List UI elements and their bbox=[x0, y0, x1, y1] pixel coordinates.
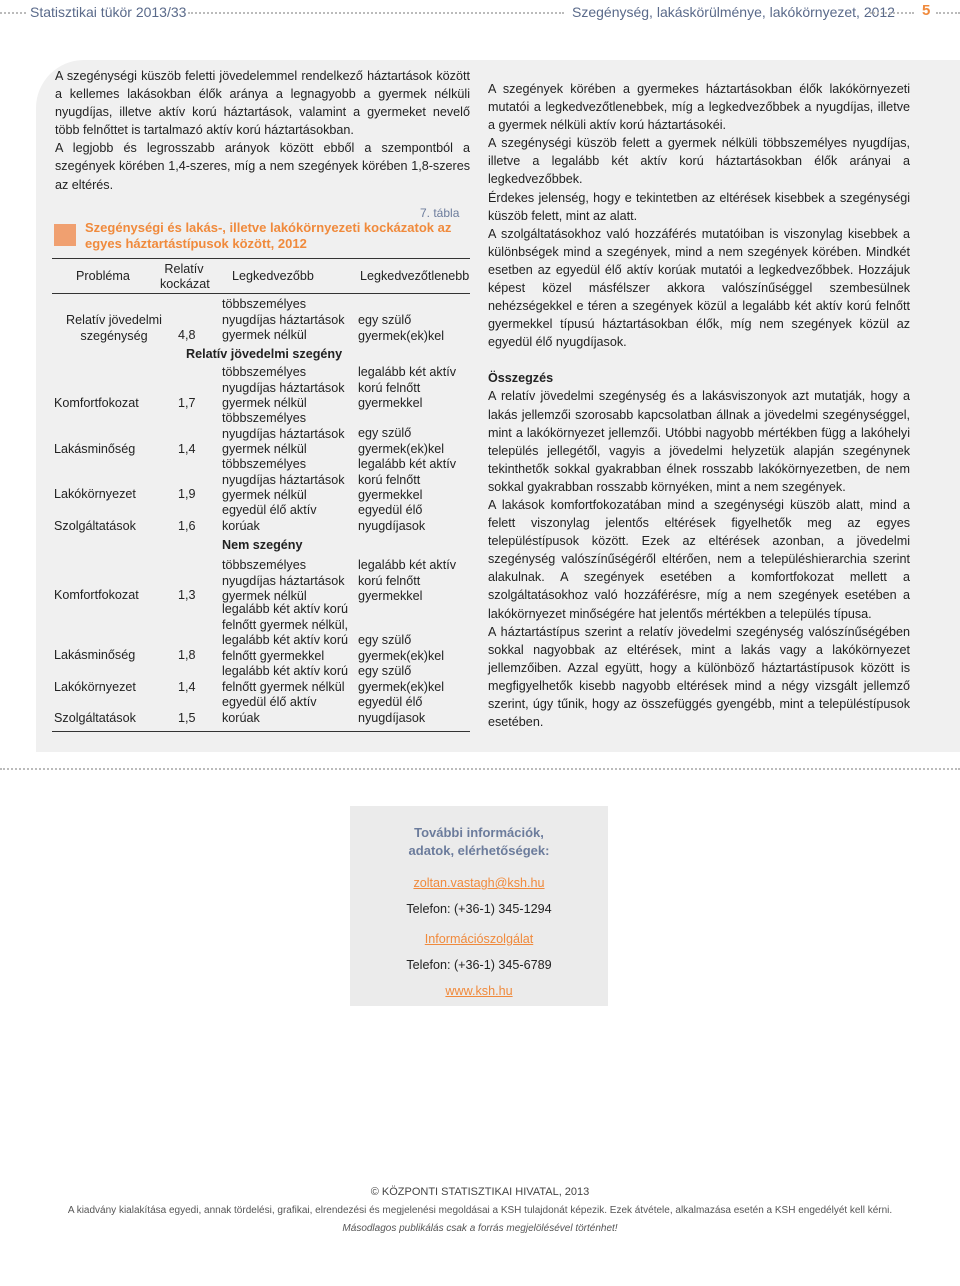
table-cell-problem: Lakókörnyezet bbox=[54, 487, 136, 501]
publication-title: Statisztikai tükör 2013/33 bbox=[30, 4, 187, 20]
left-column bbox=[55, 67, 470, 194]
chapter-title: Szegénység, lakáskörülménye, lakókörnyezet, 2012 bbox=[572, 4, 895, 20]
table-cell-risk: 1,3 bbox=[178, 588, 196, 602]
table-cell-problem: Komfortfokozat bbox=[54, 588, 139, 602]
table-rule bbox=[52, 731, 470, 732]
table-cell-best: egyedül élő aktív korúak bbox=[222, 503, 317, 533]
info-heading: További információk, adatok, elérhetőségek: bbox=[408, 825, 550, 858]
table-cell-worst: legalább két aktív korú felnőtt gyermekkel bbox=[358, 558, 457, 603]
table-cell-worst: egy szülő gyermek(ek)kel bbox=[358, 633, 445, 663]
col-header-risk: Relatív kockázat bbox=[160, 262, 210, 291]
header-dots bbox=[870, 12, 914, 14]
table-cell-best: többszemélyes nyugdíjas háztartások gyermek nélkül bbox=[222, 558, 345, 603]
table-cell-risk: 1,4 bbox=[178, 680, 196, 694]
table-cell-best: többszemélyes nyugdíjas háztartások gyermek nélkül bbox=[222, 411, 345, 456]
table-cell-risk: 1,8 bbox=[178, 648, 196, 662]
paragraph: A szegénységi küszöb feletti jövedelemmel rendelkező háztartások között a kellemes lakásokban élők aránya a legnagyobb a gyermek nélküli nyugdíjas, illetve aktív korú háztartások, valamint a gyermeket nevelő több felnőttet is tartalmazó aktív korú háztartásokban. bbox=[55, 69, 470, 138]
footer-note: A kiadvány kialakítása egyedi, annak tördelési, grafikai, elrendezési és megjelenési megoldásai a KSH tulajdonát képezik. Ezek átvétele, alkalmazása esetén a KSH engedélyét kell kérni. bbox=[67, 1205, 893, 1216]
table-rule bbox=[52, 293, 470, 294]
paragraph: Érdekes jelenség, hogy e tekintetben az eltérések kisebbek a szegénységi küszöb felett, mint az alatt. bbox=[488, 190, 910, 223]
table-cell-best: többszemélyes nyugdíjas háztartások gyermek nélkül bbox=[222, 457, 345, 502]
table-cell-problem: Komfortfokozat bbox=[54, 396, 139, 410]
header-dots bbox=[936, 12, 960, 14]
paragraph: A relatív jövedelmi szegénység és a lakásviszonyok azt mutatják, hogy a lakás jellemzői szorosabb kapcsolatban állnak a jövedelmi szegénységgel, mint a lakókörnyezet jellemzői. Utóbbi nagyobb mértékben függ a lakóhelyi település jellegétől, vagyis a jövedelmi helyzetük alapján szegénynek tekinthetők sokkal gyakrabban élnek rosszabb lakókörnyezetben, de nem sokkal gyakrabban rosszabb környéken, mint a nem szegények. bbox=[488, 389, 910, 494]
right-column bbox=[488, 80, 910, 731]
table-cell-risk: 1,9 bbox=[178, 487, 196, 501]
website-link[interactable]: www.ksh.hu bbox=[445, 984, 513, 998]
table-cell-worst: egy szülő gyermek(ek)kel bbox=[358, 664, 445, 694]
paragraph: A lakások komfortfokozatában mind a szegénységi küszöb alatt, mind a felett viszonylag jelentős eltérések figyelhetők meg az egyes településtípusok között. Ezek az eltérések azonban, a jövedelmi szegénység valószínűségéről eltérően, nem a településhierarchia szerint alakulnak. A szegények esetében a komfortfokozat mellett a szolgáltatásokhoz való hozzáférésre, míg a nem szegények esetében a lakókörnyezet minőségére hat jelentős mértékben a település típusa. bbox=[488, 497, 910, 621]
table-cell-worst: egyedül élő nyugdíjasok bbox=[358, 503, 426, 533]
table-cell-worst: legalább két aktív korú felnőtt gyermekkel bbox=[358, 457, 457, 502]
table-cell-worst: egy szülő gyermek(ek)kel bbox=[358, 313, 445, 343]
table-cell-risk: 1,6 bbox=[178, 519, 196, 533]
table-cell-worst: egy szülő gyermek(ek)kel bbox=[358, 426, 445, 456]
info-service-link[interactable]: Információszolgálat bbox=[424, 932, 534, 946]
paragraph: A háztartástípus szerint a relatív jövedelmi szegénység valószínűségében sokkal nagyobbak az eltérések, mint a lakás vagy a lakókörnyezet jellemzőiben. Azzal együtt, hogy a különböző háztartástípusok között is megfigyelhetők kisebb nagyobb eltérések mind a négy vizsgált jellemző szerint, úgy tűnik, hogy az összefüggés gyengébb, mint a településtípusok esetében. bbox=[488, 624, 910, 730]
phone-1: Telefon: (+36-1) 345-1294 bbox=[406, 902, 552, 916]
paragraph: A szegények körében a gyermekes háztartásokban élők lakókörnyezeti mutatói a legkedvezőtlenebbek, míg a legkedvezőbbek a nyugdíjas, illetve a gyermek nélküli aktív korú háztartásokéi. bbox=[488, 82, 910, 133]
table-cell-best: egyedül élő aktív korúak bbox=[222, 695, 317, 725]
footer-reuse-note: Másodlagos publikálás csak a forrás megjelölésével történhet! bbox=[342, 1223, 618, 1234]
page-number: 5 bbox=[922, 2, 931, 19]
col-header-worst: Legkedvezőtlenebb bbox=[360, 269, 470, 283]
section-heading: Relatív jövedelmi szegény bbox=[186, 347, 343, 361]
email-link[interactable]: zoltan.vastagh@ksh.hu bbox=[413, 876, 545, 890]
table-cell-risk: 1,7 bbox=[178, 396, 196, 410]
table-cell-problem: Lakásminőség bbox=[54, 442, 136, 456]
table-cell-risk: 1,5 bbox=[178, 711, 196, 725]
table-cell-best: legalább két aktív korú felnőtt gyermek nélkül, legalább két aktív korú felnőtt gyermekkel bbox=[222, 602, 349, 663]
section-divider bbox=[0, 768, 960, 770]
table-cell-best: többszemélyes nyugdíjas háztartások gyermek nélkül bbox=[222, 365, 345, 410]
table-marker-square bbox=[54, 224, 76, 246]
table-cell-problem: Lakókörnyezet bbox=[54, 680, 136, 694]
section-heading: Nem szegény bbox=[222, 538, 303, 552]
table-rule bbox=[52, 258, 470, 259]
table-cell-worst: egyedül élő nyugdíjasok bbox=[358, 695, 426, 725]
paragraph: A szolgáltatásokhoz való hozzáférés mutatóiban is viszonylag kisebbek a különbségek mind a szegények, mind a nem szegények körében. Mindkét esetben az egyedül élő aktív korúak mutatói a legkedvezőbbek. Hozzájuk képest közel másfélszer akkora valószínűséggel szembesülnek nehézségekkel e téren a szegények közül a legalább két aktív korú felnőtt gyermekkel típusú háztartásokban élők, míg nem szegények közül az egyedül élő nyugdíjasok. bbox=[488, 226, 910, 350]
table-cell-problem: Relatív jövedelmi szegénység bbox=[66, 313, 162, 343]
table-cell-worst: legalább két aktív korú felnőtt gyermekkel bbox=[358, 365, 457, 410]
table-cell-best: legalább két aktív korú felnőtt gyermek nélkül bbox=[222, 664, 349, 694]
phone-2: Telefon: (+36-1) 345-6789 bbox=[406, 958, 552, 972]
table-number: 7. tábla bbox=[420, 206, 460, 220]
header-dots bbox=[0, 12, 26, 14]
table-cell-problem: Szolgáltatások bbox=[54, 519, 136, 533]
col-header-best: Legkedvezőbb bbox=[232, 269, 314, 283]
table-cell-best: többszemélyes nyugdíjas háztartások gyermek nélkül bbox=[222, 297, 345, 342]
paragraph: A legjobb és legrosszabb arányok között ebből a szempontból a szegények körében 1,4-szeres, míg a nem szegények körében 1,8-szeres az eltérés. bbox=[55, 141, 470, 192]
header-dots bbox=[188, 12, 564, 14]
paragraph: A szegénységi küszöb felett a gyermek nélküli többszemélyes nyugdíjas, illetve a legalább két aktív korú háztartásokban élők arányai a legkedvezőbbek. bbox=[488, 136, 910, 187]
page-header bbox=[0, 0, 960, 26]
summary-heading: Összegzés bbox=[488, 371, 554, 386]
table-title: Szegénységi és lakás-, illetve lakókörnyezeti kockázatok az egyes háztartástípusok között, 2012 bbox=[85, 220, 452, 251]
table-cell-risk: 4,8 bbox=[178, 328, 196, 342]
contact-info-box bbox=[350, 806, 608, 1006]
table-cell-problem: Lakásminőség bbox=[54, 648, 136, 662]
col-header-problem: Probléma bbox=[76, 269, 130, 283]
table-cell-risk: 1,4 bbox=[178, 442, 196, 456]
table-cell-problem: Szolgáltatások bbox=[54, 711, 136, 725]
footer-copyright: © KÖZPONTI STATISZTIKAI HIVATAL, 2013 bbox=[370, 1186, 590, 1198]
